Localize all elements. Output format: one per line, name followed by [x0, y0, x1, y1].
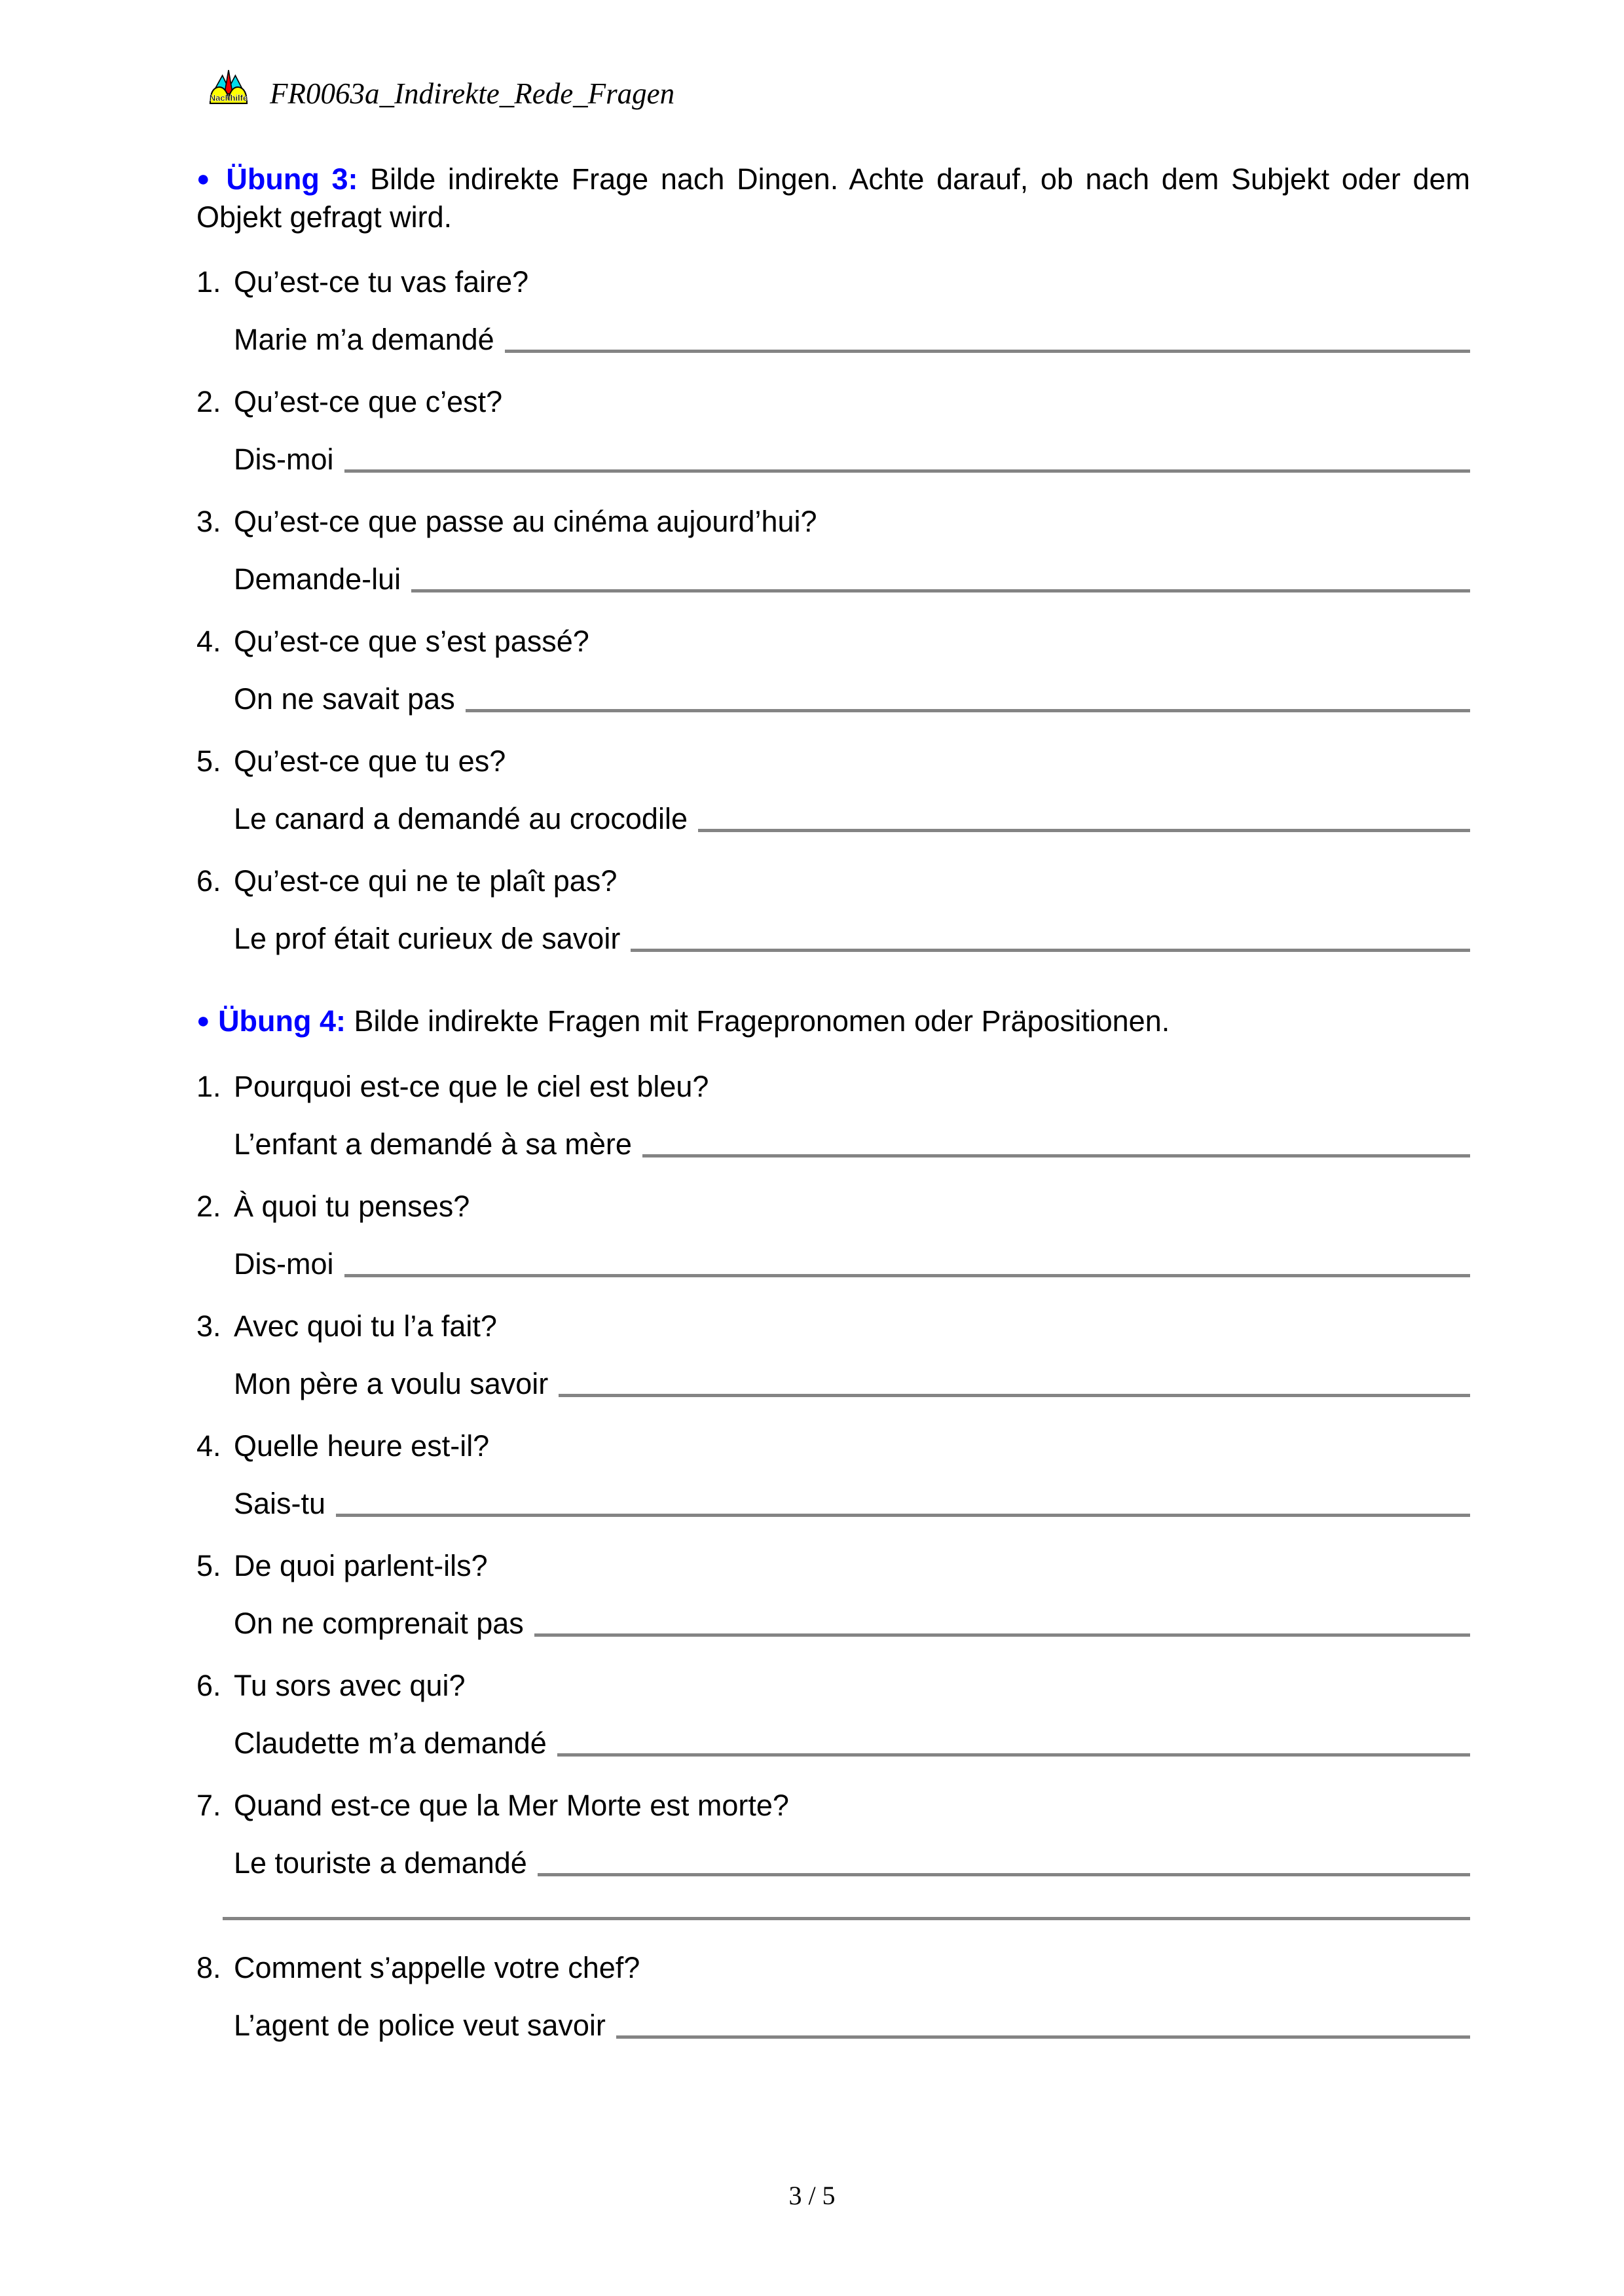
exercise-item	[196, 744, 1470, 836]
exercise-item	[196, 1788, 1470, 1920]
item-number: 3.	[196, 1309, 221, 1343]
answer-prompt: On ne comprenait pas	[234, 1606, 524, 1640]
exercise-items	[196, 265, 1470, 956]
exercise-item	[196, 507, 1470, 594]
answer-row	[196, 1848, 1470, 1878]
exercise-item	[196, 265, 1470, 357]
bullet-icon: ●	[196, 1008, 210, 1034]
question-row	[196, 746, 1470, 776]
answer-prompt: Dis-moi	[234, 1247, 334, 1281]
item-question: Comment s’appelle votre chef?	[234, 1950, 640, 1984]
item-question: Qu’est-ce qui ne te plaît pas?	[234, 864, 618, 898]
exercise-instructions: Bilde indirekte Fragen mit Fragepronomen oder Präpositionen.	[354, 1004, 1170, 1038]
answer-blank[interactable]	[344, 1274, 1471, 1277]
document-title: FR0063a_Indirekte_Rede_Fragen	[270, 77, 675, 110]
exercise-items	[196, 1069, 1470, 2042]
answer-blank[interactable]	[538, 1873, 1470, 1876]
answer-blank[interactable]	[616, 2035, 1470, 2039]
item-number: 4.	[196, 625, 221, 659]
answer-extra-row	[196, 1917, 1470, 1920]
answer-blank[interactable]	[698, 829, 1470, 832]
item-question: Tu sors avec qui?	[234, 1668, 466, 1702]
question-row	[196, 505, 1470, 539]
exercise-item	[196, 1311, 1470, 1398]
item-number: 6.	[196, 864, 221, 898]
bullet-icon: ●	[196, 166, 214, 191]
answer-blank[interactable]	[411, 589, 1470, 592]
question-row	[196, 385, 1470, 419]
item-number: 5.	[196, 1548, 221, 1582]
question-row	[196, 1311, 1470, 1341]
question-row	[196, 866, 1470, 896]
exercise-instructions: Bilde indirekte Frage nach Dingen. Achte darauf, ob nach dem Subjekt oder dem Objekt gefragt wird.	[196, 162, 1471, 234]
answer-row	[196, 1486, 1470, 1520]
question-row	[196, 1431, 1470, 1461]
item-number: 4.	[196, 1429, 221, 1463]
item-number: 6.	[196, 1668, 221, 1702]
section-uebung-3	[196, 160, 1471, 956]
answer-prompt: Claudette m’a demandé	[234, 1726, 547, 1760]
item-question: De quoi parlent-ils?	[234, 1548, 488, 1582]
exercise-label: Übung 4:	[218, 1004, 346, 1038]
answer-prompt: Demande-lui	[234, 562, 401, 596]
item-number: 1.	[196, 1069, 221, 1103]
answer-blank[interactable]	[344, 469, 1471, 473]
question-row	[196, 267, 1470, 297]
page-number: 3 / 5	[788, 2181, 836, 2210]
item-number: 3.	[196, 505, 221, 539]
logo-text: Nachhilfe	[209, 92, 248, 103]
item-question: Pourquoi est-ce que le ciel est bleu?	[234, 1069, 709, 1103]
answer-blank[interactable]	[557, 1753, 1470, 1757]
answer-blank[interactable]	[505, 350, 1470, 353]
item-number: 5.	[196, 744, 221, 778]
answer-prompt: Le prof était curieux de savoir	[234, 922, 621, 956]
exercise-item	[196, 864, 1470, 956]
question-row	[196, 1548, 1470, 1582]
answer-blank[interactable]	[631, 949, 1470, 952]
page-content	[196, 69, 1470, 2040]
answer-prompt: L’enfant a demandé à sa mère	[234, 1127, 632, 1161]
exercise-item	[196, 385, 1470, 477]
answer-prompt: Le touriste a demandé	[234, 1846, 527, 1880]
answer-row	[196, 564, 1470, 594]
item-number: 8.	[196, 1950, 221, 1984]
answer-row	[196, 443, 1470, 477]
item-number: 7.	[196, 1788, 221, 1822]
answer-row	[196, 1129, 1470, 1159]
answer-blank[interactable]	[223, 1917, 1470, 1920]
exercise-item	[196, 1668, 1470, 1760]
item-number: 2.	[196, 385, 221, 419]
question-row	[196, 1668, 1470, 1702]
answer-blank[interactable]	[336, 1514, 1470, 1517]
nachhilfe-logo-icon	[208, 69, 249, 105]
answer-prompt: Dis-moi	[234, 443, 334, 477]
answer-prompt: On ne savait pas	[234, 682, 455, 716]
answer-blank[interactable]	[642, 1154, 1470, 1157]
answer-row	[196, 1249, 1470, 1279]
exercise-item	[196, 1431, 1470, 1518]
question-row	[196, 1189, 1470, 1223]
item-number: 1.	[196, 265, 221, 299]
exercise-item	[196, 1069, 1470, 1161]
answer-prompt: Le canard a demandé au crocodile	[234, 802, 688, 836]
answer-row	[196, 922, 1470, 956]
answer-row	[196, 323, 1470, 357]
answer-prompt: Marie m’a demandé	[234, 323, 494, 357]
answer-blank[interactable]	[559, 1394, 1470, 1397]
question-row	[196, 1788, 1470, 1822]
answer-row	[196, 2008, 1470, 2042]
answer-row	[196, 1606, 1470, 1640]
item-question: Qu’est-ce que tu es?	[234, 744, 506, 778]
answer-row	[196, 1728, 1470, 1758]
answer-row	[196, 802, 1470, 836]
question-row	[196, 1950, 1470, 1984]
header	[208, 69, 1470, 110]
exercise-item	[196, 1548, 1470, 1640]
exercise-item	[196, 1950, 1470, 2042]
exercise-item	[196, 627, 1470, 714]
answer-prompt: Sais-tu	[234, 1486, 326, 1520]
exercise-label: Übung 3:	[226, 162, 358, 196]
section-heading	[196, 1002, 1470, 1040]
question-row	[196, 1069, 1470, 1103]
section-heading	[196, 160, 1470, 236]
answer-row	[196, 684, 1470, 714]
question-row	[196, 625, 1470, 659]
exercise-item	[196, 1189, 1470, 1281]
item-question: Qu’est-ce que passe au cinéma aujourd’hui?	[234, 505, 817, 539]
item-question: Qu’est-ce tu vas faire?	[234, 265, 529, 299]
item-number: 2.	[196, 1189, 221, 1223]
answer-prompt: Mon père a voulu savoir	[234, 1366, 549, 1400]
answer-row	[196, 1366, 1470, 1400]
item-question: Avec quoi tu l’a fait?	[234, 1309, 497, 1343]
item-question: Quand est-ce que la Mer Morte est morte?	[234, 1788, 789, 1822]
item-question: À quoi tu penses?	[234, 1189, 470, 1223]
answer-blank[interactable]	[466, 709, 1470, 712]
item-question: Qu’est-ce que s’est passé?	[234, 625, 589, 659]
section-uebung-4	[196, 1002, 1470, 2040]
answer-prompt: L’agent de police veut savoir	[234, 2008, 606, 2042]
item-question: Qu’est-ce que c’est?	[234, 385, 503, 419]
item-question: Quelle heure est-il?	[234, 1429, 490, 1463]
answer-blank[interactable]	[534, 1633, 1470, 1637]
